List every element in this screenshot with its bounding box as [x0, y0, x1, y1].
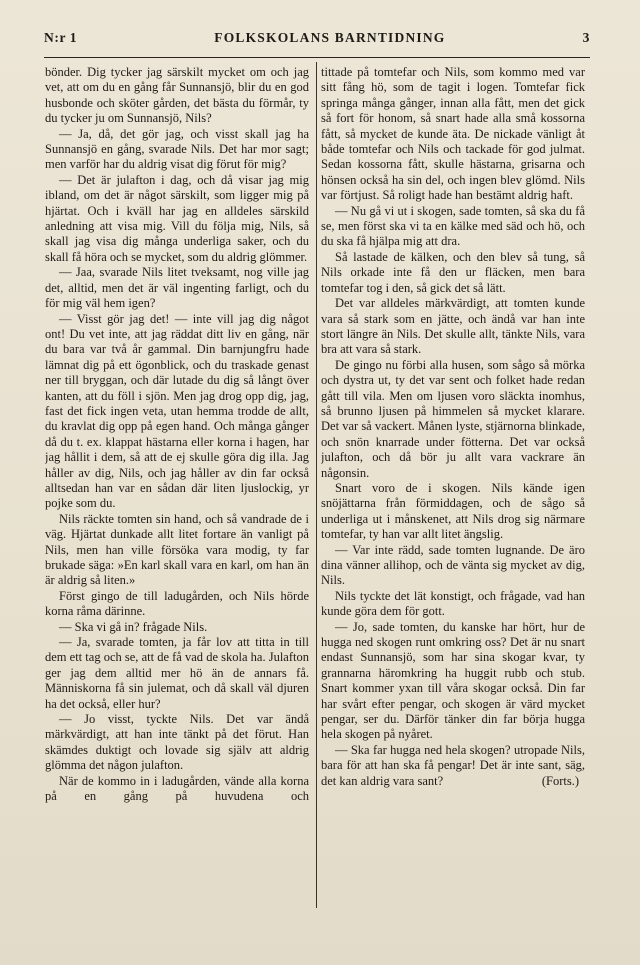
paragraph: — Det är julafton i dag, och då visar jag mig ibland, om det är något särskilt, som ligger mig på hjärtat. Och i kväll har jag en alldeles särskild anledning att visa mig. Vill du följa mig, Nils, så skall jag visa dig många underliga saker, och du skall få höra och se mycket, som du aldrig glömmer. — [45, 172, 309, 264]
paragraph: Nils räckte tomten sin hand, och så vandrade de i väg. Hjärtat dunkade allt litet fortare än vanligt på Nils, men han ville försöka vara modig, ty far brukade säga: »En karl skall vara en karl, om han än är aldrig så liten.» — [45, 511, 309, 588]
paragraph: Nils tyckte det lät konstigt, och frågade, vad han kunde göra dem för gott. — [321, 588, 585, 619]
publication-title: FOLKSKOLANS BARNTIDNING — [214, 30, 446, 45]
paragraph: — Ja, svarade tomten, ja får lov att titta in till dem ett tag och se, att de få vad de skola ha. Julafton ger jag dem alltid mer hö än de annars få. Människorna få sin julemat, och då skall väl djuren ha det också, eller hur? — [45, 635, 309, 711]
right-column — [321, 65, 585, 910]
issue-number: N:r 1 — [44, 30, 78, 45]
left-column — [45, 65, 309, 910]
paragraph: De gingo nu förbi alla husen, som sågo så mörka och dystra ut, ty det var sent och folket hade redan gått till vila. Men om ljusen voro släckta inomhus, så brunno ljusen på himmelen så mycket klarare. Det var så vackert. Månen lyste, stjärnorna blinkade, och snön knarrade under fötterna. Det var också julafton, och då bör ju allt vara vackrare än någonsin. — [321, 357, 585, 480]
paragraph: bönder. Dig tycker jag särskilt mycket om och jag vet, att om du en gång får Sunnansjö, blir du en god husbonde och sköter gården, det bästa du förmår, ty du tycker ju om Sunnansjö, Nils? — [45, 65, 309, 126]
paragraph: Det var alldeles märkvärdigt, att tomten kunde vara så stark som en jätte, och ändå var han inte stort längre än Nils. Det skulle allt, tänkte Nils, vara bra att vara så stark. — [321, 296, 585, 357]
paragraph-text: — Ska far hugga ned hela skogen? utropade Nils, bara för att han ska få pengar! Det är inte sant, säg, det kan aldrig vara sant? — [321, 742, 585, 788]
paragraph: Först gingo de till ladugården, och Nils hörde korna råma därinne. — [45, 588, 309, 619]
paragraph: — Var inte rädd, sade tomten lugnande. De äro dina vänner allihop, och de vänta sig mycket av dig, Nils. — [321, 542, 585, 588]
paragraph: — Nu gå vi ut i skogen, sade tomten, så ska du få se, men först ska vi ta en kälke med säd och hö, och du ska få hjälpa mig att dra. — [321, 203, 585, 249]
header-rule — [44, 57, 590, 58]
paragraph: Så lastade de kälken, och den blev så tung, så Nils orkade inte få den ur fläcken, men bara tomtefar tog i den, så gick det så lätt. — [321, 249, 585, 295]
page-header — [44, 30, 590, 48]
paragraph: tittade på tomtefar och Nils, som kommo med var sitt fång hö, som de tagit i logen. Tomtefar fick springa många gånger, innan alla fått, men det gick så fort för honom, så snart hade alla små kossorna fått, så mycket de kunde äta. De nickade vänligt åt både tomtefar och Nils och tackade för god julmat. Sedan kossorna fått, skulle hästarna, grisarna och hönsen också ha sin del, och ingen blev glömd. Nils var förtjust. Så roligt hade han bestämt aldrig haft. — [321, 65, 585, 203]
paragraph: — Jo visst, tyckte Nils. Det var ändå märkvärdigt, att han inte tänkt på det förut. Han skämdes duktigt och lovade sig själv att aldrig glömma det någon julafton. — [45, 712, 309, 773]
column-divider — [316, 62, 317, 908]
paragraph: — Jaa, svarade Nils litet tveksamt, nog ville jag det, alltid, men det är väl ingenting farligt, och du för mig väl hem igen? — [45, 265, 309, 311]
paragraph: När de kommo in i ladugården, vände alla korna på en gång på huvudena och — [45, 773, 309, 804]
continued-marker: (Forts.) — [541, 773, 579, 788]
paragraph: — Visst gör jag det! — inte vill jag dig något ont! Du vet inte, att jag räddat ditt liv en gång, när du bara var två år gammal. Din barnjungfru hade lämnat dig på ett ögonblick, och du traskade genast ner till bryggan, och där lutade du dig så långt över kanten, att du föll i sjön. Men jag drog opp dig, jag, fast det fick ingen veta, utan hemma trodde de allt, du kravlat dig opp på egen hand. Och många gånger då du t. ex. klappat hästarna eller korna i hagen, har jag hållit i dem, så att de ej skulle göra dig illa. Jag håller av dig, Nils, och jag håller av din far också alltsedan han var en sådan där liten ljuslockig, yr pojke som du. — [45, 311, 309, 511]
paragraph: — Ska vi gå in? frågade Nils. — [59, 619, 208, 634]
page-number: 3 — [582, 30, 590, 45]
paragraph — [321, 743, 585, 789]
paragraph: — Jo, sade tomten, du kanske har hört, hur de hugga ned skogen runt omkring oss? Det är nu snart endast Sunnansjö, som har sina skogar kvar, ty grannarna häromkring ha huggit rubb och stub. Snart kommer yxan till våra skogar också. Din far har svårt efter pengar, och skogen är värd mycket pengar, ser du. Därför tänker din far börja hugga hela skogen på nyåret. — [321, 619, 585, 742]
paragraph: — Ja, då, det gör jag, och visst skall jag ha Sunnansjö en gång, svarade Nils. Det har mor sagt; men varför har du aldrig visat dig förut för mig? — [45, 126, 309, 172]
paragraph: Snart voro de i skogen. Nils kände igen snöjättarna från förmiddagen, och de sågo så underliga ut i månskenet, att Nils drog sig närmare tomtefar, ty han var allt litet ängslig. — [321, 480, 585, 542]
